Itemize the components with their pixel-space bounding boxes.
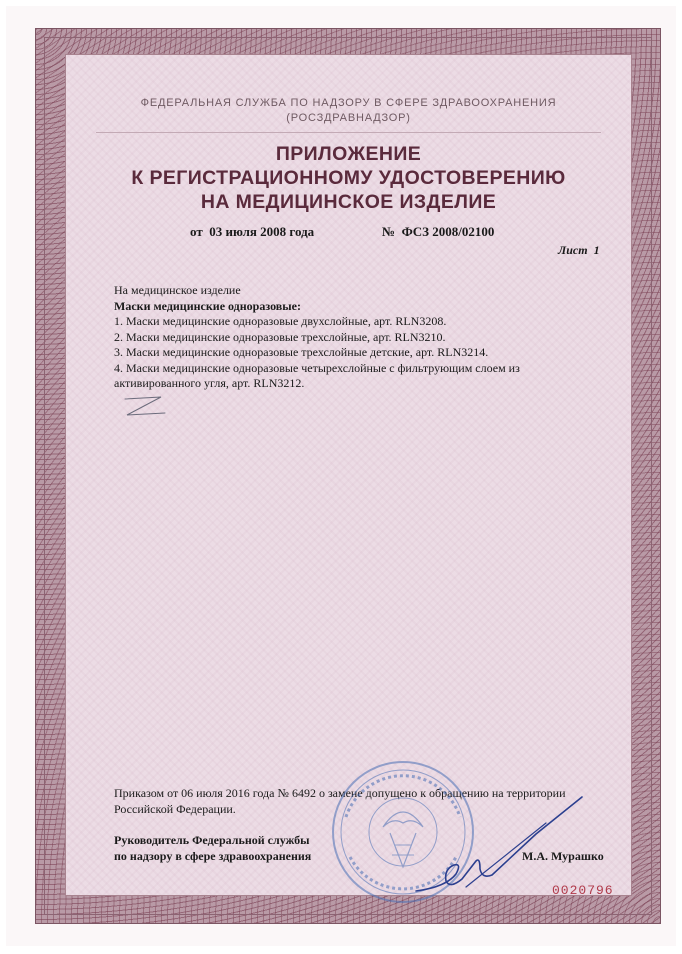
intro-label: На медицинское изделие: [114, 283, 241, 297]
header-divider: [96, 132, 601, 133]
list-item: 2. Маски медицинские одноразовые трехслойные, арт. RLN3210.: [114, 329, 446, 344]
title-line-3: НА МЕДИЦИНСКОЕ ИЗДЕЛИЕ: [200, 191, 497, 213]
agency-abbreviation: (РОСЗДРАВНАДЗОР): [286, 112, 411, 124]
signatory-title: [114, 832, 311, 864]
product-intro: [114, 283, 594, 314]
signatory-title-line-2: по надзору в сфере здравоохранения: [114, 849, 312, 863]
signature-icon: [396, 779, 596, 899]
certificate-paper: [65, 54, 632, 896]
certificate-number: № ФСЗ 2008/02100: [382, 224, 495, 239]
certificate-date: от 03 июля 2008 года: [190, 224, 315, 239]
sheet-number: Лист 1: [558, 243, 600, 257]
title-line-2: К РЕГИСТРАЦИОННОМУ УДОСТОВЕРЕНИЮ: [131, 167, 566, 189]
agency-name: ФЕДЕРАЛЬНАЯ СЛУЖБА ПО НАДЗОРУ В СФЕРЕ ЗДРАВООХРАНЕНИЯ: [140, 97, 557, 109]
list-item: 3. Маски медицинские одноразовые трехслойные детские, арт. RLN3214.: [114, 345, 489, 359]
list-item: 4. Маски медицинские одноразовые четырехслойные с фильтрующим слоем из активированного угля, арт. RLN3212.: [114, 360, 520, 390]
signatory-name: М.А. Мурашко: [522, 849, 604, 863]
signatory-title-line-1: Руководитель Федеральной службы: [114, 833, 310, 847]
order-text: Приказом от 06 июля 2016 года № 6492 о замене допущено к обращению на территории Российской Федерации.: [114, 786, 566, 816]
list-item: 1. Маски медицинские одноразовые двухслойные, арт. RLN3208.: [114, 314, 447, 328]
product-list: [114, 314, 594, 392]
product-group-title: Маски медицинские одноразовые:: [114, 298, 301, 313]
title-line-1: ПРИЛОЖЕНИЕ: [275, 143, 422, 165]
serial-number: 0020796: [552, 883, 614, 898]
document-sheet: [6, 6, 676, 946]
cancellation-z-mark: [121, 393, 167, 423]
